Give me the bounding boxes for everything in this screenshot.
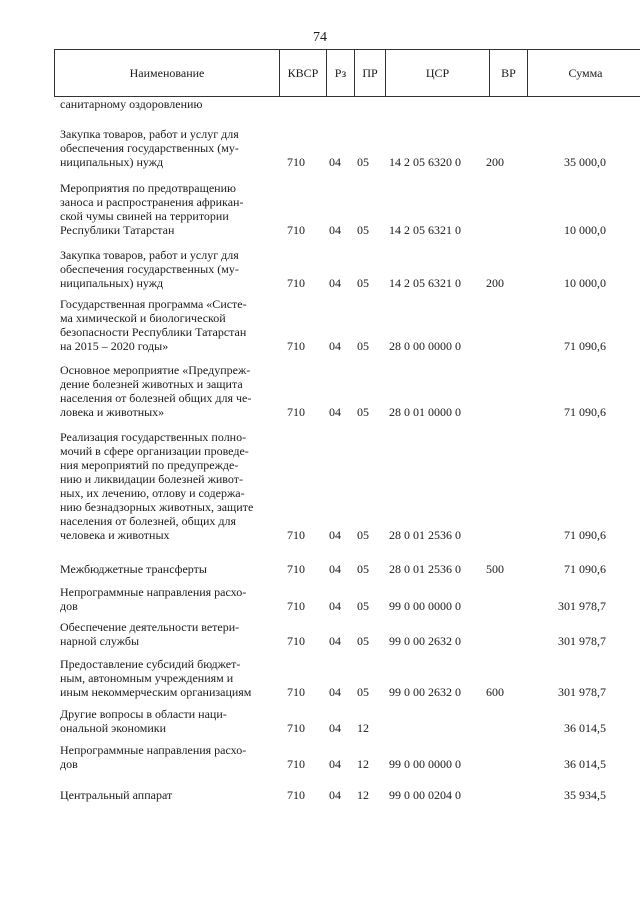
row-pr: 12	[357, 721, 369, 735]
header-vr: ВР	[490, 50, 528, 97]
row-rz: 04	[329, 405, 341, 419]
row-sum: 35 934,5	[564, 788, 606, 802]
row-csr: 14 2 05 6321 0	[389, 223, 461, 237]
row-sum: 36 014,5	[564, 757, 606, 771]
row-sum: 36 014,5	[564, 721, 606, 735]
row-name-line: безопасности Республики Татарстан	[60, 325, 247, 339]
row-vr: 600	[486, 685, 504, 699]
table-row	[0, 181, 640, 237]
row-rz: 04	[329, 276, 341, 290]
row-name-line: дов	[60, 599, 78, 613]
row-name-line: Закупка товаров, работ и услуг для	[60, 127, 239, 141]
row-csr: 28 0 01 2536 0	[389, 562, 461, 576]
row-name	[60, 562, 268, 576]
header-rz: Рз	[327, 50, 355, 97]
continuation-text: санитарному оздоровлению	[60, 97, 203, 111]
row-rz: 04	[329, 634, 341, 648]
row-name-line: нию и ликвидации болезней живот-	[60, 472, 243, 486]
row-kvsr: 710	[287, 528, 305, 542]
header-csr: ЦСР	[386, 50, 490, 97]
table-row	[0, 562, 640, 576]
row-name	[60, 657, 268, 699]
row-name-line: дов	[60, 757, 78, 771]
row-kvsr: 710	[287, 599, 305, 613]
row-name-line: Государственная программа «Систе-	[60, 297, 247, 311]
table-row	[0, 788, 640, 802]
row-name-line: ловека и животных»	[60, 405, 165, 419]
row-sum: 71 090,6	[564, 405, 606, 419]
row-name-line: человека и животных	[60, 528, 170, 542]
row-csr: 28 0 00 0000 0	[389, 339, 461, 353]
row-rz: 04	[329, 562, 341, 576]
header-pr: ПР	[355, 50, 386, 97]
header-name: Наименование	[55, 50, 280, 97]
row-sum: 71 090,6	[564, 562, 606, 576]
row-name	[60, 788, 268, 802]
table-header	[54, 49, 640, 97]
row-name	[60, 248, 268, 290]
row-name	[60, 585, 268, 613]
row-name-line: Республики Татарстан	[60, 223, 175, 237]
row-pr: 05	[357, 276, 369, 290]
row-name-line: ным, автономным учреждениям и	[60, 671, 234, 685]
row-vr: 200	[486, 155, 504, 169]
row-rz: 04	[329, 757, 341, 771]
table-row	[0, 297, 640, 353]
row-kvsr: 710	[287, 634, 305, 648]
table-row	[0, 585, 640, 613]
table-row	[0, 363, 640, 419]
row-name-line: дение болезней животных и защита	[60, 377, 243, 391]
row-name-line: Основное мероприятие «Предупреж-	[60, 363, 251, 377]
row-sum: 10 000,0	[564, 276, 606, 290]
row-pr: 05	[357, 634, 369, 648]
row-rz: 04	[329, 223, 341, 237]
row-sum: 71 090,6	[564, 339, 606, 353]
row-sum: 71 090,6	[564, 528, 606, 542]
header-row	[55, 50, 640, 97]
row-name	[60, 743, 268, 771]
row-name-line: нию безнадзорных животных, защите	[60, 500, 254, 514]
row-name-line: Закупка товаров, работ и услуг для	[60, 248, 239, 262]
row-name	[60, 363, 268, 419]
row-pr: 05	[357, 339, 369, 353]
row-name-line: Непрограммные направления расхо-	[60, 743, 247, 757]
row-kvsr: 710	[287, 339, 305, 353]
row-name-line: иным некоммерческим организациям	[60, 685, 252, 699]
row-name-line: ской чумы свиней на территории	[60, 209, 229, 223]
row-pr: 05	[357, 155, 369, 169]
row-name-line: Мероприятия по предотвращению	[60, 181, 236, 195]
row-kvsr: 710	[287, 276, 305, 290]
row-name-line: ниципальных) нужд	[60, 155, 164, 169]
row-sum: 301 978,7	[558, 634, 606, 648]
row-name-line: заноса и распространения африкан-	[60, 195, 244, 209]
table-row	[0, 657, 640, 699]
row-rz: 04	[329, 788, 341, 802]
table-row	[0, 707, 640, 735]
row-name-line: ния мероприятий по предупрежде-	[60, 458, 239, 472]
row-csr: 99 0 00 0000 0	[389, 599, 461, 613]
row-name-line: Центральный аппарат	[60, 788, 173, 802]
row-pr: 05	[357, 405, 369, 419]
row-name-line: обеспечения государственных (му-	[60, 262, 239, 276]
row-kvsr: 710	[287, 685, 305, 699]
row-sum: 301 978,7	[558, 685, 606, 699]
row-name	[60, 620, 268, 648]
row-name-line: ных, их лечению, отлову и содержа-	[60, 486, 245, 500]
row-name-line: ма химической и биологической	[60, 311, 226, 325]
row-pr: 05	[357, 685, 369, 699]
header-kvsr: КВСР	[280, 50, 327, 97]
table-row	[0, 248, 640, 290]
table-row	[0, 620, 640, 648]
row-name-line: Обеспечение деятельности ветери-	[60, 620, 240, 634]
row-rz: 04	[329, 339, 341, 353]
row-csr: 14 2 05 6320 0	[389, 155, 461, 169]
row-kvsr: 710	[287, 405, 305, 419]
row-pr: 12	[357, 757, 369, 771]
row-kvsr: 710	[287, 562, 305, 576]
row-pr: 12	[357, 788, 369, 802]
row-name-line: Предоставление субсидий бюджет-	[60, 657, 241, 671]
row-kvsr: 710	[287, 757, 305, 771]
row-pr: 05	[357, 528, 369, 542]
row-name-line: мочий в сфере организации проведе-	[60, 444, 249, 458]
row-rz: 04	[329, 599, 341, 613]
row-csr: 99 0 00 0000 0	[389, 757, 461, 771]
table-row	[0, 430, 640, 542]
row-csr: 28 0 01 2536 0	[389, 528, 461, 542]
row-csr: 14 2 05 6321 0	[389, 276, 461, 290]
row-rz: 04	[329, 685, 341, 699]
row-rz: 04	[329, 528, 341, 542]
row-name-line: населения от болезней общих для че-	[60, 391, 252, 405]
row-csr: 99 0 00 0204 0	[389, 788, 461, 802]
row-vr: 200	[486, 276, 504, 290]
row-sum: 301 978,7	[558, 599, 606, 613]
row-pr: 05	[357, 599, 369, 613]
table-row	[0, 743, 640, 771]
row-rz: 04	[329, 721, 341, 735]
row-name-line: Другие вопросы в области наци-	[60, 707, 227, 721]
row-pr: 05	[357, 223, 369, 237]
row-name	[60, 297, 268, 353]
row-vr: 500	[486, 562, 504, 576]
row-name	[60, 707, 268, 735]
row-csr: 99 0 00 2632 0	[389, 634, 461, 648]
row-name	[60, 430, 268, 542]
row-csr: 99 0 00 2632 0	[389, 685, 461, 699]
table-row	[0, 127, 640, 169]
row-rz: 04	[329, 155, 341, 169]
row-name-line: нарной службы	[60, 634, 140, 648]
row-name-line: ональной экономики	[60, 721, 166, 735]
row-kvsr: 710	[287, 788, 305, 802]
row-sum: 10 000,0	[564, 223, 606, 237]
page-number: 74	[313, 30, 327, 45]
row-sum: 35 000,0	[564, 155, 606, 169]
row-kvsr: 710	[287, 223, 305, 237]
header-sum: Сумма	[528, 50, 640, 97]
row-name-line: Реализация государственных полно-	[60, 430, 247, 444]
row-name-line: Непрограммные направления расхо-	[60, 585, 247, 599]
row-kvsr: 710	[287, 155, 305, 169]
row-name-line: на 2015 – 2020 годы»	[60, 339, 169, 353]
row-name-line: населения от болезней, общих для	[60, 514, 237, 528]
row-name-line: обеспечения государственных (му-	[60, 141, 239, 155]
row-name	[60, 127, 268, 169]
row-name-line: ниципальных) нужд	[60, 276, 164, 290]
row-csr: 28 0 01 0000 0	[389, 405, 461, 419]
row-pr: 05	[357, 562, 369, 576]
row-name	[60, 181, 268, 237]
row-kvsr: 710	[287, 721, 305, 735]
row-name-line: Межбюджетные трансферты	[60, 562, 207, 576]
